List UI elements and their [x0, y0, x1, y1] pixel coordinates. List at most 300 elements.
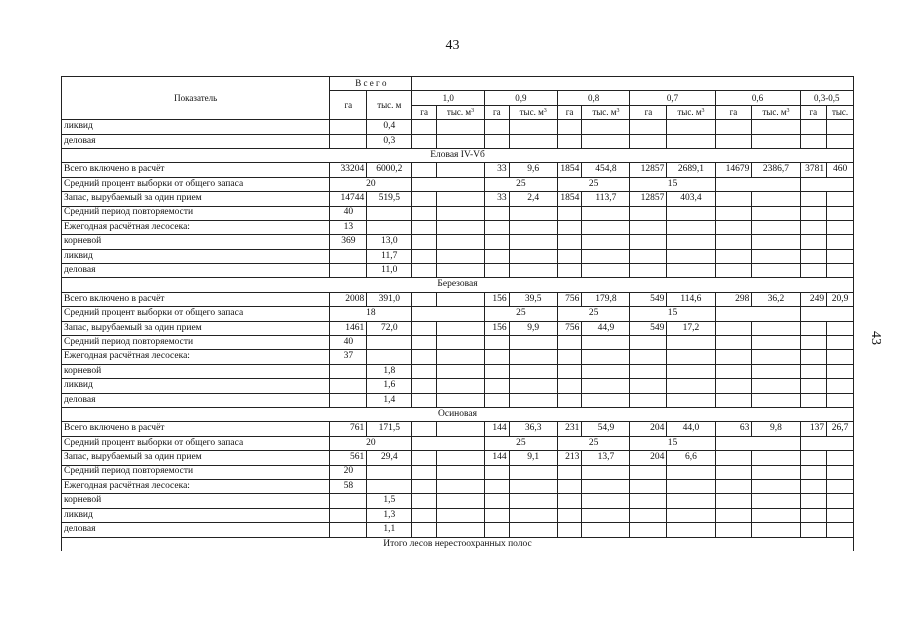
- value-cell: [367, 465, 412, 479]
- value-cell: [752, 508, 800, 522]
- value-cell: [752, 465, 800, 479]
- value-cell: [485, 134, 510, 148]
- value-cell: [752, 336, 800, 350]
- value-cell: [667, 235, 715, 249]
- value-cell: 454,8: [582, 163, 630, 177]
- row-label: Средний период повторяемости: [62, 206, 330, 220]
- value-cell: [827, 508, 854, 522]
- row-label: ликвид: [62, 379, 330, 393]
- value-cell: [827, 379, 854, 393]
- value-cell: 1854: [557, 163, 582, 177]
- value-cell: [509, 508, 557, 522]
- value-cell: 25: [557, 307, 630, 321]
- table-row: [62, 163, 854, 177]
- value-cell: 756: [557, 292, 582, 306]
- value-cell: [557, 494, 582, 508]
- value-cell: [557, 235, 582, 249]
- value-cell: 44,9: [582, 321, 630, 335]
- value-cell: [827, 364, 854, 378]
- value-cell: [330, 134, 367, 148]
- unit-vol-sup: 3: [786, 107, 790, 114]
- row-label: Всего включено в расчёт: [62, 163, 330, 177]
- value-cell: [827, 249, 854, 263]
- value-cell: 2008: [330, 292, 367, 306]
- value-cell: [630, 134, 667, 148]
- value-cell: [800, 364, 827, 378]
- value-cell: 13: [330, 220, 367, 234]
- value-cell: [509, 479, 557, 493]
- table-row: [62, 479, 854, 493]
- value-cell: [412, 379, 437, 393]
- value-cell: [715, 134, 752, 148]
- header-unit-ha: га: [630, 105, 667, 119]
- table-row: [62, 465, 854, 479]
- value-cell: 549: [630, 292, 667, 306]
- forest-table: [61, 76, 854, 551]
- value-cell: [412, 307, 485, 321]
- row-label: Средний процент выборки от общего запаса: [62, 436, 330, 450]
- value-cell: 14679: [715, 163, 752, 177]
- value-cell: [330, 264, 367, 278]
- value-cell: [412, 364, 437, 378]
- value-cell: [557, 206, 582, 220]
- value-cell: [752, 350, 800, 364]
- value-cell: [630, 508, 667, 522]
- value-cell: [715, 120, 752, 134]
- value-cell: 204: [630, 451, 667, 465]
- value-cell: 156: [485, 321, 510, 335]
- value-cell: 756: [557, 321, 582, 335]
- value-cell: 1461: [330, 321, 367, 335]
- value-cell: 1,8: [367, 364, 412, 378]
- table-row: [62, 393, 854, 407]
- value-cell: [827, 134, 854, 148]
- value-cell: [582, 264, 630, 278]
- value-cell: 144: [485, 422, 510, 436]
- row-label: ликвид: [62, 120, 330, 134]
- value-cell: [412, 249, 437, 263]
- value-cell: [436, 479, 484, 493]
- unit-vol-sup: 3: [701, 107, 705, 114]
- value-cell: 20,9: [827, 292, 854, 306]
- value-cell: [485, 350, 510, 364]
- unit-vol-sup: 3: [616, 107, 620, 114]
- value-cell: [412, 206, 437, 220]
- value-cell: [436, 451, 484, 465]
- value-cell: [557, 134, 582, 148]
- value-cell: 460: [827, 163, 854, 177]
- value-cell: 1,1: [367, 523, 412, 537]
- value-cell: [630, 264, 667, 278]
- value-cell: [436, 192, 484, 206]
- value-cell: [827, 523, 854, 537]
- value-cell: [630, 523, 667, 537]
- header-unit-ha: га: [412, 105, 437, 119]
- value-cell: 20: [330, 465, 367, 479]
- table-row: [62, 508, 854, 522]
- value-cell: [412, 393, 437, 407]
- value-cell: [752, 523, 800, 537]
- value-cell: [630, 336, 667, 350]
- value-cell: [800, 264, 827, 278]
- value-cell: [485, 508, 510, 522]
- value-cell: [752, 494, 800, 508]
- value-cell: 25: [557, 177, 630, 191]
- value-cell: 40: [330, 206, 367, 220]
- value-cell: [667, 120, 715, 134]
- value-cell: [412, 235, 437, 249]
- value-cell: [485, 264, 510, 278]
- value-cell: 11,7: [367, 249, 412, 263]
- section-title: Березовая: [62, 278, 854, 292]
- value-cell: 204: [630, 422, 667, 436]
- value-cell: 63: [715, 422, 752, 436]
- value-cell: [667, 465, 715, 479]
- value-cell: 20: [330, 436, 412, 450]
- header-unit-vol: [667, 105, 715, 119]
- value-cell: [715, 379, 752, 393]
- header-class: 1,0: [412, 91, 485, 105]
- value-cell: [800, 451, 827, 465]
- value-cell: [827, 465, 854, 479]
- section-title-row: [62, 148, 854, 162]
- value-cell: [582, 134, 630, 148]
- value-cell: [630, 206, 667, 220]
- value-cell: 25: [485, 177, 558, 191]
- value-cell: [630, 220, 667, 234]
- value-cell: [630, 120, 667, 134]
- value-cell: 0,4: [367, 120, 412, 134]
- value-cell: [800, 336, 827, 350]
- value-cell: [800, 350, 827, 364]
- value-cell: [557, 120, 582, 134]
- value-cell: [800, 307, 853, 321]
- value-cell: [582, 465, 630, 479]
- value-cell: [582, 494, 630, 508]
- unit-vol-text: тыс. м: [519, 106, 544, 117]
- value-cell: [412, 350, 437, 364]
- section-title: Еловая IV-Vб: [62, 148, 854, 162]
- value-cell: [485, 336, 510, 350]
- unit-vol-sup: 3: [471, 107, 475, 114]
- header-unit-ha: га: [485, 105, 510, 119]
- value-cell: [509, 494, 557, 508]
- value-cell: [557, 465, 582, 479]
- value-cell: [800, 321, 827, 335]
- value-cell: [330, 494, 367, 508]
- table-row: [62, 379, 854, 393]
- value-cell: [715, 336, 752, 350]
- header-unit-vol: [752, 105, 800, 119]
- value-cell: [412, 451, 437, 465]
- value-cell: 179,8: [582, 292, 630, 306]
- table-row: [62, 264, 854, 278]
- table-row: [62, 494, 854, 508]
- value-cell: [800, 206, 827, 220]
- table-row: [62, 523, 854, 537]
- value-cell: [582, 220, 630, 234]
- value-cell: [715, 220, 752, 234]
- value-cell: [485, 494, 510, 508]
- value-cell: [330, 364, 367, 378]
- value-cell: [330, 508, 367, 522]
- value-cell: [827, 206, 854, 220]
- value-cell: [436, 134, 484, 148]
- value-cell: [436, 393, 484, 407]
- value-cell: [330, 249, 367, 263]
- value-cell: [752, 451, 800, 465]
- row-label: Запас, вырубаемый за один прием: [62, 321, 330, 335]
- value-cell: [667, 508, 715, 522]
- table-row: [62, 249, 854, 263]
- value-cell: 54,9: [582, 422, 630, 436]
- value-cell: [436, 264, 484, 278]
- value-cell: [436, 422, 484, 436]
- value-cell: 58: [330, 479, 367, 493]
- value-cell: [436, 292, 484, 306]
- table-row: [62, 436, 854, 450]
- value-cell: [752, 321, 800, 335]
- value-cell: [715, 451, 752, 465]
- value-cell: 298: [715, 292, 752, 306]
- value-cell: [630, 465, 667, 479]
- header-total-vol: тыс. м: [367, 91, 412, 120]
- header-class: 0,9: [485, 91, 558, 105]
- value-cell: 12857: [630, 163, 667, 177]
- value-cell: 2386,7: [752, 163, 800, 177]
- header-unit-ha: га: [715, 105, 752, 119]
- value-cell: [582, 249, 630, 263]
- row-label: деловая: [62, 523, 330, 537]
- value-cell: [436, 220, 484, 234]
- value-cell: 25: [557, 436, 630, 450]
- value-cell: [582, 235, 630, 249]
- value-cell: 15: [630, 436, 715, 450]
- value-cell: [800, 393, 827, 407]
- table-row: [62, 235, 854, 249]
- value-cell: 3781: [800, 163, 827, 177]
- value-cell: 156: [485, 292, 510, 306]
- value-cell: [509, 134, 557, 148]
- unit-vol-text: тыс. м: [592, 106, 617, 117]
- value-cell: [412, 220, 437, 234]
- value-cell: [715, 465, 752, 479]
- value-cell: [752, 364, 800, 378]
- value-cell: [715, 523, 752, 537]
- value-cell: 171,5: [367, 422, 412, 436]
- value-cell: [667, 479, 715, 493]
- value-cell: 6000,2: [367, 163, 412, 177]
- header-indicator: Показатель: [62, 77, 330, 120]
- value-cell: 15: [630, 177, 715, 191]
- value-cell: [485, 206, 510, 220]
- value-cell: [436, 163, 484, 177]
- value-cell: [557, 393, 582, 407]
- value-cell: 13,0: [367, 235, 412, 249]
- value-cell: [630, 479, 667, 493]
- value-cell: [367, 336, 412, 350]
- value-cell: [509, 264, 557, 278]
- value-cell: 561: [330, 451, 367, 465]
- row-label: деловая: [62, 134, 330, 148]
- value-cell: 1,3: [367, 508, 412, 522]
- page-number-side: 43: [868, 331, 883, 345]
- value-cell: 761: [330, 422, 367, 436]
- value-cell: 249: [800, 292, 827, 306]
- value-cell: [582, 508, 630, 522]
- value-cell: [827, 350, 854, 364]
- table-row: [62, 422, 854, 436]
- header-total-ha: га: [330, 91, 367, 120]
- row-label: деловая: [62, 264, 330, 278]
- value-cell: 137: [800, 422, 827, 436]
- row-label: Ежегодная расчётная лесосека:: [62, 479, 330, 493]
- value-cell: [509, 336, 557, 350]
- table-row: [62, 364, 854, 378]
- table-row: [62, 292, 854, 306]
- value-cell: [557, 523, 582, 537]
- row-label: корневой: [62, 494, 330, 508]
- value-cell: [715, 321, 752, 335]
- row-label: ликвид: [62, 508, 330, 522]
- table-row: [62, 206, 854, 220]
- value-cell: [630, 379, 667, 393]
- value-cell: [800, 508, 827, 522]
- value-cell: 33: [485, 163, 510, 177]
- header-class: 0,6: [715, 91, 800, 105]
- value-cell: [752, 264, 800, 278]
- value-cell: [436, 494, 484, 508]
- value-cell: [436, 350, 484, 364]
- value-cell: [630, 249, 667, 263]
- value-cell: 369: [330, 235, 367, 249]
- value-cell: [582, 120, 630, 134]
- value-cell: [485, 379, 510, 393]
- footer-title: Итого лесов нерестоохранных полос: [62, 537, 854, 551]
- header-unit-vol: [582, 105, 630, 119]
- value-cell: [630, 350, 667, 364]
- value-cell: [752, 134, 800, 148]
- table-row: [62, 134, 854, 148]
- value-cell: [436, 206, 484, 220]
- value-cell: [412, 336, 437, 350]
- header-blank: [412, 77, 854, 91]
- section-title: Осиновая: [62, 407, 854, 421]
- value-cell: [800, 479, 827, 493]
- value-cell: [509, 350, 557, 364]
- value-cell: [715, 364, 752, 378]
- value-cell: [800, 523, 827, 537]
- value-cell: [667, 264, 715, 278]
- value-cell: [715, 494, 752, 508]
- value-cell: [752, 220, 800, 234]
- value-cell: 9,1: [509, 451, 557, 465]
- value-cell: [667, 494, 715, 508]
- value-cell: 15: [630, 307, 715, 321]
- value-cell: [827, 336, 854, 350]
- value-cell: [827, 494, 854, 508]
- value-cell: 26,7: [827, 422, 854, 436]
- table-row: [62, 120, 854, 134]
- value-cell: [715, 249, 752, 263]
- value-cell: [509, 120, 557, 134]
- header-unit-vol: тыс.: [827, 105, 854, 119]
- value-cell: [367, 350, 412, 364]
- value-cell: [485, 523, 510, 537]
- value-cell: [582, 393, 630, 407]
- value-cell: [800, 134, 827, 148]
- value-cell: [715, 350, 752, 364]
- value-cell: [827, 479, 854, 493]
- value-cell: [715, 307, 800, 321]
- value-cell: [827, 321, 854, 335]
- value-cell: [800, 494, 827, 508]
- value-cell: [412, 163, 437, 177]
- value-cell: 1,6: [367, 379, 412, 393]
- value-cell: [667, 523, 715, 537]
- value-cell: [557, 350, 582, 364]
- value-cell: [800, 235, 827, 249]
- value-cell: [509, 523, 557, 537]
- value-cell: [827, 220, 854, 234]
- table-row: [62, 177, 854, 191]
- value-cell: [630, 235, 667, 249]
- unit-vol-text: тыс. м: [677, 106, 702, 117]
- value-cell: [436, 508, 484, 522]
- value-cell: 403,4: [667, 192, 715, 206]
- value-cell: [667, 393, 715, 407]
- table-row: [62, 307, 854, 321]
- value-cell: [667, 350, 715, 364]
- row-label: Ежегодная расчётная лесосека:: [62, 220, 330, 234]
- value-cell: [800, 249, 827, 263]
- value-cell: 12857: [630, 192, 667, 206]
- value-cell: 44,0: [667, 422, 715, 436]
- value-cell: [485, 235, 510, 249]
- value-cell: [412, 422, 437, 436]
- value-cell: 33204: [330, 163, 367, 177]
- header-row: [62, 77, 854, 91]
- value-cell: [412, 264, 437, 278]
- row-label: корневой: [62, 235, 330, 249]
- value-cell: [715, 177, 800, 191]
- header-class: 0,8: [557, 91, 630, 105]
- value-cell: 519,5: [367, 192, 412, 206]
- value-cell: [667, 134, 715, 148]
- row-label: Запас, вырубаемый за один прием: [62, 451, 330, 465]
- value-cell: 1,4: [367, 393, 412, 407]
- value-cell: [667, 206, 715, 220]
- value-cell: 39,5: [509, 292, 557, 306]
- section-title-row: [62, 407, 854, 421]
- page-number: 43: [445, 38, 460, 53]
- table-row: [62, 350, 854, 364]
- value-cell: 9,9: [509, 321, 557, 335]
- unit-vol-text: тыс. м: [762, 106, 787, 117]
- value-cell: [715, 436, 800, 450]
- value-cell: 391,0: [367, 292, 412, 306]
- value-cell: [582, 379, 630, 393]
- value-cell: [752, 235, 800, 249]
- value-cell: [715, 393, 752, 407]
- value-cell: 213: [557, 451, 582, 465]
- table-row: [62, 321, 854, 335]
- value-cell: [582, 336, 630, 350]
- value-cell: [667, 336, 715, 350]
- value-cell: [485, 249, 510, 263]
- value-cell: 72,0: [367, 321, 412, 335]
- value-cell: [485, 120, 510, 134]
